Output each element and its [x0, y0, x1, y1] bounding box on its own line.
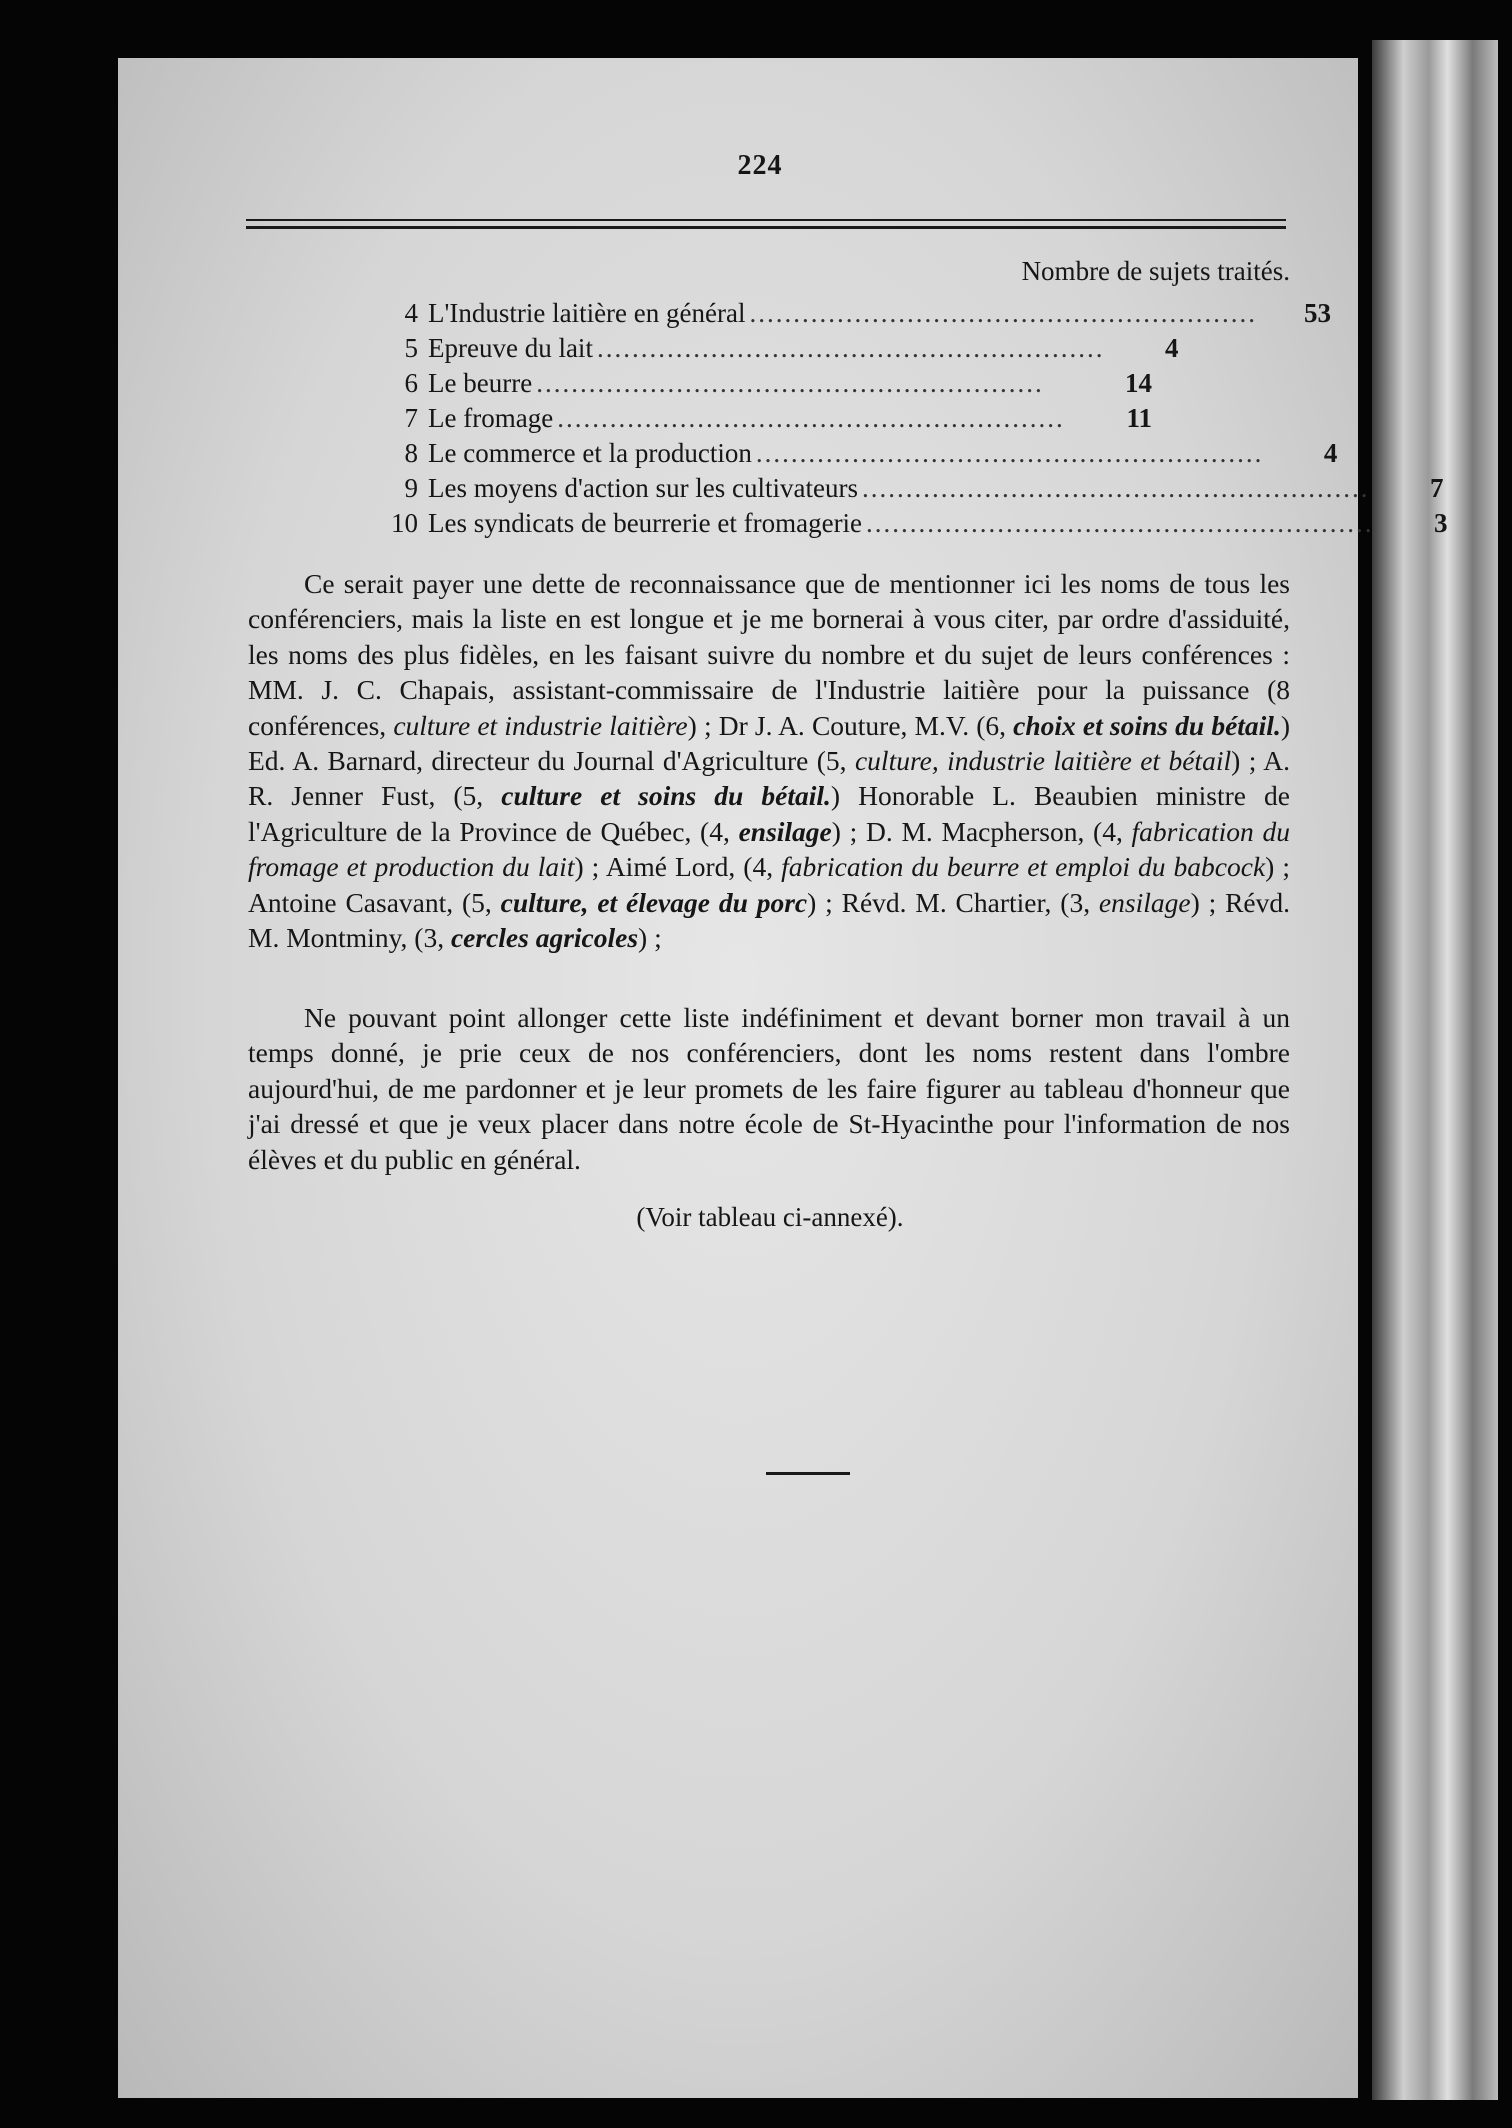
list-item: [380, 368, 1160, 403]
topic-count: 3: [1434, 508, 1448, 538]
topic-count: 11: [1126, 403, 1152, 433]
topic-number: 5: [404, 333, 418, 363]
topic-count: 4: [1164, 333, 1179, 363]
subject-italic: culture et soins du bétail.: [501, 780, 831, 812]
leader-dots: ..........................................................: [596, 333, 1105, 363]
header-rule-thin: [246, 219, 1286, 221]
topic-list: [380, 298, 1448, 543]
subject-italic: choix et soins du bétail.: [1013, 709, 1281, 741]
paragraph-conclusion: [248, 1000, 1290, 1177]
topic-number: 10: [391, 508, 418, 538]
topic-label: Le beurre: [428, 368, 533, 398]
topic-count: 4: [1323, 438, 1338, 468]
subject-italic: fabrication du beurre et emploi du babcock: [781, 851, 1266, 883]
topic-label: Les moyens d'action sur les cultivateurs: [428, 473, 859, 503]
topic-number: 4: [404, 298, 418, 328]
page-number: 224: [737, 150, 783, 181]
list-item: [380, 508, 1448, 543]
text-run: ) ; Révd. M. Montminy, (3,: [248, 886, 1290, 954]
subject-italic: culture et industrie laitière: [393, 709, 688, 741]
subject-italic: cercles agricoles: [450, 922, 639, 954]
subject-italic: ensilage: [738, 815, 832, 847]
text-run: ) ; Aimé Lord, (4,: [574, 851, 782, 883]
header-rule-thick: [246, 226, 1286, 229]
subject-italic: fabrication du fromage et production du lait: [248, 815, 1290, 883]
topic-label: Les syndicats de beurrerie et fromagerie: [428, 508, 863, 538]
topic-count: 53: [1303, 298, 1331, 328]
leader-dots: ..........................................................: [749, 298, 1257, 328]
topic-label: L'Industrie laitière en général: [428, 298, 746, 328]
text-run: ) ; Antoine Casavant, (5,: [248, 851, 1291, 918]
topic-label: Le commerce et la production: [428, 438, 752, 468]
leader-dots: ..........................................................: [557, 403, 1065, 433]
text-run: ) Honorable L. Beaubien ministre de l'Agriculture de la Province de Québec, (4,: [248, 780, 1290, 847]
leader-dots: ..........................................................: [866, 508, 1374, 538]
end-rule: [766, 1472, 850, 1475]
leader-dots: ..........................................................: [536, 368, 1044, 398]
list-item: [380, 298, 1331, 333]
subject-italic: culture, et élevage du porc: [500, 886, 808, 918]
adjacent-page-edge: [1372, 40, 1498, 2100]
list-item: [380, 438, 1338, 473]
paragraph-lecturers: [248, 566, 1290, 955]
topic-number: 6: [404, 368, 418, 398]
text-run: ) ; D. M. Macpherson, (4,: [831, 815, 1132, 847]
closing-note: (Voir tableau ci-annexé).: [636, 1202, 904, 1232]
topic-number: 8: [404, 438, 418, 468]
subject-italic: culture, industrie laitière et bétail: [854, 745, 1232, 777]
text-run: ) ;: [638, 922, 662, 954]
list-item: [380, 403, 1160, 438]
paragraph-text: Ne pouvant point allonger cette liste indéfiniment et devant borner mon travail à un temps donné, je prie ceux de nos conférenciers, dont les noms restent dans l'ombre aujourd'hui, de me pardonner et je leur promets de les faire figurer au tableau d'honneur que j'ai dressé et que je veux placer dans notre école de St-Hyacinthe pour l'information de nos élèves et du public en général.: [248, 1002, 1290, 1175]
topic-number: 7: [404, 403, 418, 433]
column-header: Nombre de sujets traités.: [1021, 256, 1290, 286]
text-run: Ce serait payer une dette de reconnaissance que de mentionner ici les noms de tous les conférenciers, mais la liste en est longue et je me bornerai à vous citer, par ordre d'assiduité, les noms des plus fidèles, en les faisant suivre du nombre et du sujet de leurs conférences : MM. J. C. Chapais, assistant-commissaire de l'Industrie laitière pour la puissance (8 conférences,: [248, 568, 1290, 741]
topic-label: Le fromage: [428, 403, 554, 433]
topic-count: 7: [1430, 473, 1444, 503]
list-item: [380, 473, 1444, 508]
text-run: ) ; Dr J. A. Couture, M.V. (6,: [687, 709, 1014, 741]
subject-italic: ensilage: [1098, 886, 1191, 918]
topic-count: 14: [1125, 368, 1152, 398]
topic-number: 9: [404, 473, 418, 503]
leader-dots: ..........................................................: [862, 473, 1370, 503]
text-run: ) Ed. A. Barnard, directeur du Journal d'Agriculture (5,: [248, 709, 1290, 777]
list-item: [380, 333, 1179, 368]
text-run: ) ; Révd. M. Chartier, (3,: [807, 886, 1099, 918]
paragraph-text: [248, 566, 1290, 955]
text-run: ) ; A. R. Jenner Fust, (5,: [248, 745, 1290, 812]
topic-label: Epreuve du lait: [428, 333, 593, 363]
leader-dots: ..........................................................: [755, 438, 1264, 468]
